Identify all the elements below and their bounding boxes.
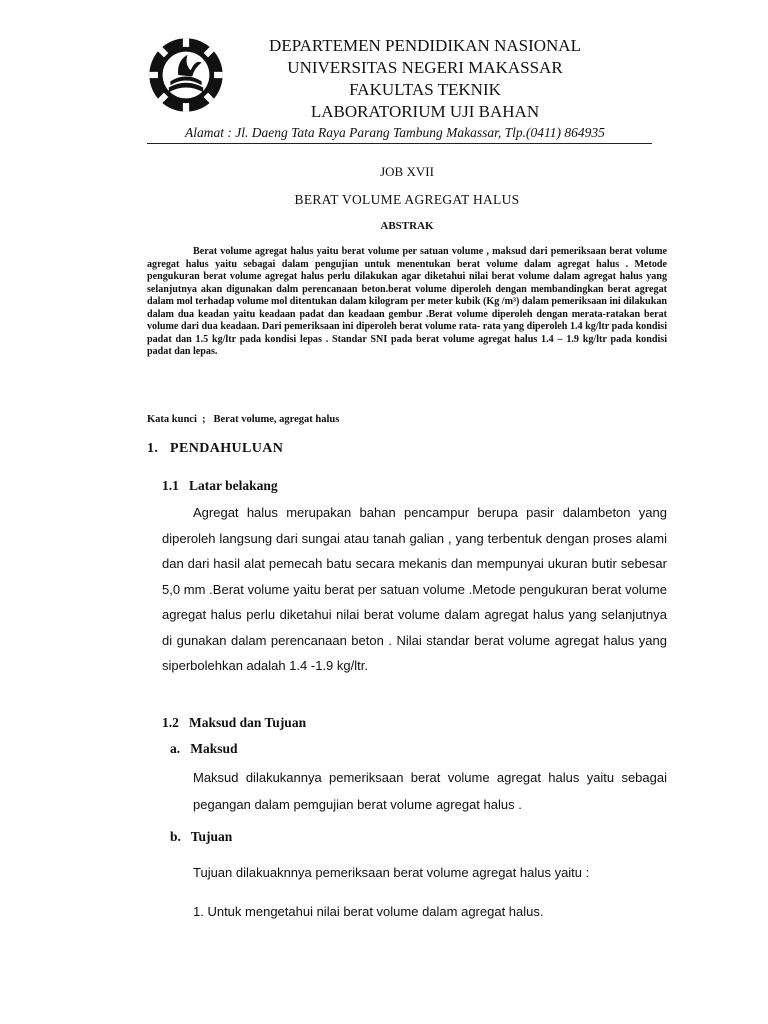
item-heading-tujuan: b. Tujuan [170, 829, 233, 844]
abstract-text: Berat volume agregat halus yaitu berat volume per satuan volume , maksud dari pemeriksaan berat volume agregat halus yaitu sebagai dalam pengujian untuk menentukan berat volume dalam agregat halus . Metode pengukuran berat volume agregat halus perlu dilakukan agar diketahui nilai berat volume dalam agregat halus yang selanjutnya akan digunakan dalm perencanaan beton.berat volume diperoleh dengan membandingkan berat agregat dalam mol terhadap volume mol ditentukan dalam kilogram per meter kubik (Kg /m³) dalam pemeriksaan ini dilakukan dalam dua keadan yaitu keadaan padat dan keadaan gembur .Berat volume diperoleh dengan merata-ratakan berat volume dari dua keadaan. Dari pemeriksaan ini diperoleh berat volume rata- rata yang diperoleh 1.4 kg/ltr pada kondisi padat dan 1.5 kg/ltr pada kondisi lepas . Standar SNI pada berat volume agregat halus 1.4 – 1.9 kg/ltr pada kondisi padat dan lepas. [147, 246, 667, 357]
subsection-heading-maksud-tujuan: 1.2 Maksud dan Tujuan [162, 715, 307, 730]
maksud-paragraph: Maksud dilakukannya pemeriksaan berat volume agregat halus yaitu sebagai pegangan dalam pemgujian berat volume agregat halus . [193, 770, 667, 812]
header-faculty: FAKULTAS TEKNIK [349, 80, 501, 99]
keywords: Kata kunci ; Berat volume, agregat halus [147, 414, 340, 425]
abstract-heading: ABSTRAK [380, 220, 434, 232]
section-heading-pendahuluan: 1. PENDAHULUAN [147, 441, 284, 456]
item-heading-maksud: a. Maksud [170, 741, 238, 756]
job-number: JOB XVII [380, 164, 434, 179]
header-divider [147, 143, 652, 144]
header-university: UNIVERSITAS NEGERI MAKASSAR [287, 58, 563, 77]
tujuan-paragraph: Tujuan dilakuaknnya pemeriksaan berat volume agregat halus yaitu : [193, 865, 590, 880]
header-laboratory: LABORATORIUM UJI BAHAN [310, 102, 540, 121]
tujuan-list-item: 1. Untuk mengetahui nilai berat volume dalam agregat halus. [193, 904, 544, 919]
document-title: BERAT VOLUME AGREGAT HALUS [294, 192, 520, 207]
subsection-heading-latar-belakang: 1.1 Latar belakang [162, 478, 278, 493]
header-address: Alamat : Jl. Daeng Tata Raya Parang Tambung Makassar, Tlp.(0411) 864935 [185, 125, 605, 140]
header-ministry: DEPARTEMEN PENDIDIKAN NASIONAL [269, 36, 581, 55]
latar-belakang-paragraph: Agregat halus merupakan bahan pencampur berupa pasir dalambeton yang diperoleh langsung dari sungai atau tanah galian , yang terbentuk dengan proses alami dan dari hasil alat pemecah batu secara mekanis dan mempunyai ukuran butir sebesar 5,0 mm .Berat volume yaitu berat per satuan volume .Metode pengukuran berat volume agregat halus perlu diketahui nilai berat volume dalam agregat halus yang selanjutnya di gunakan dalam perencanaan beton . Nilai standar berat volume agregat halus yang siperbolehkan adalah 1.4 -1.9 kg/ltr. [162, 505, 667, 673]
university-emblem-icon [147, 36, 225, 114]
